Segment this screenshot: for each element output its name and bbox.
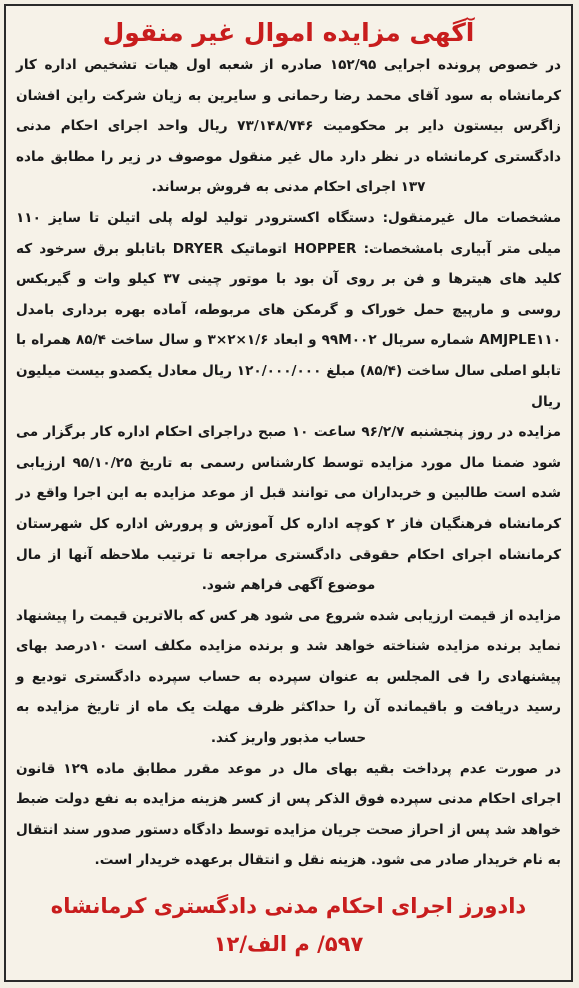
spacer: [12, 876, 565, 890]
notice-frame: [4, 4, 573, 982]
notice-title: آگهی مزایده اموال غیر منقول: [102, 18, 475, 47]
property-specs-paragraph: مشخصات مال غیرمنقول: دستگاه اکسترودر تولید لوله پلی اتیلن تا سایز ۱۱۰ میلی متر آبیاری بامشخصات: HOPPER اتوماتیک DRYER باتابلو برق سرخود که کلید های هیترها و فن بر روی آن بود با موتور چینی ۳۷ کیلو وات و گیربکس روسی و مارپیچ حمل خوراک و گرمکن های مربوطه، آماده بهره برداری بامدل AMJPLE۱۱۰ شماره سریال ۹۹M۰۰۲ و ابعاد ۱/۶×۲×۳ و سال ساخت ۸۵/۴ همراه با تابلو اصلی سال ساخت (۸۵/۴) مبلغ ۱۲۰/۰۰۰/۰۰۰ ریال معادل یکصدو بیست میلیون ریال: [16, 209, 562, 410]
signature-line: دادورز اجرای احکام مدنی دادگستری کرمانشاه: [50, 894, 527, 919]
auction-details-paragraph: مزایده در روز پنجشنبه ۹۶/۲/۷ ساعت ۱۰ صبح دراجرای احکام اداره کار برگزار می شود ضمنا مال مورد مزایده توسط کارشناس رسمی به تاریخ ۹۵/۱۰/۲۵ ارزیابی شده است طالبین و خریداران می توانند قبل از موعد مزایده به این اجرا واقع در کرمانشاه فرهنگیان فاز ۲ کوچه اداره کل آموزش و پرورش اداره کل شهرستان کرمانشاه اجرای احکام حقوقی دادگستری مراجعه تا ترتیب ملاحظه آنها از مال موضوع آگهی فراهم شود.: [16, 424, 561, 594]
bidding-terms-paragraph: مزایده از قیمت ارزیابی شده شروع می شود هر کس که بالاترین قیمت را پیشنهاد نماید برنده مزایده شناخته خواهد شد و برنده مزایده مکلف است ۱۰درصد بهای پیشنهادی را فی المجلس به عنوان سپرده به حساب سپرده دادگستری تودیع و رسید دریافت و باقیمانده آن را حداکثر ظرف مهلت یک ماه از تاریخ مزایده به حساب مذبور واریز کند.: [16, 607, 562, 747]
notice-body: [12, 12, 565, 974]
intro-paragraph: در خصوص پرونده اجرایی ۱۵۲/۹۵ صادره از شعبه اول هیات تشخیص اداره کار کرمانشاه به سود آقای محمد رضا رحمانی و سایرین به زیان شرکت راین افشان زاگرس بیستون دایر بر محکومیت ۷۳/۱۴۸/۷۴۶ ریال واحد اجرای احکام مدنی دادگستری کرمانشاه در نظر دارد مال غیر منقول موصوف در زیر را مطابق ماده ۱۳۷ اجرای احکام مدنی به فروش برساند.: [16, 57, 561, 196]
payment-default-paragraph: در صورت عدم پرداخت بقیه بهای مال در موعد مقرر مطابق ماده ۱۲۹ قانون اجرای احکام مدنی سپرده فوق الذکر پس از کسر هزینه مزایده به نفع دولت ضبط خواهد شد پس از احراز صحت جریان مزایده توسط دادگاه دستور صدور سند انتقال به نام خریدار صادر می شود. هزینه نقل و انتقال برعهده خریدار است.: [16, 760, 561, 869]
reference-code: ۵۹۷/ م الف/۱۲: [213, 932, 364, 957]
